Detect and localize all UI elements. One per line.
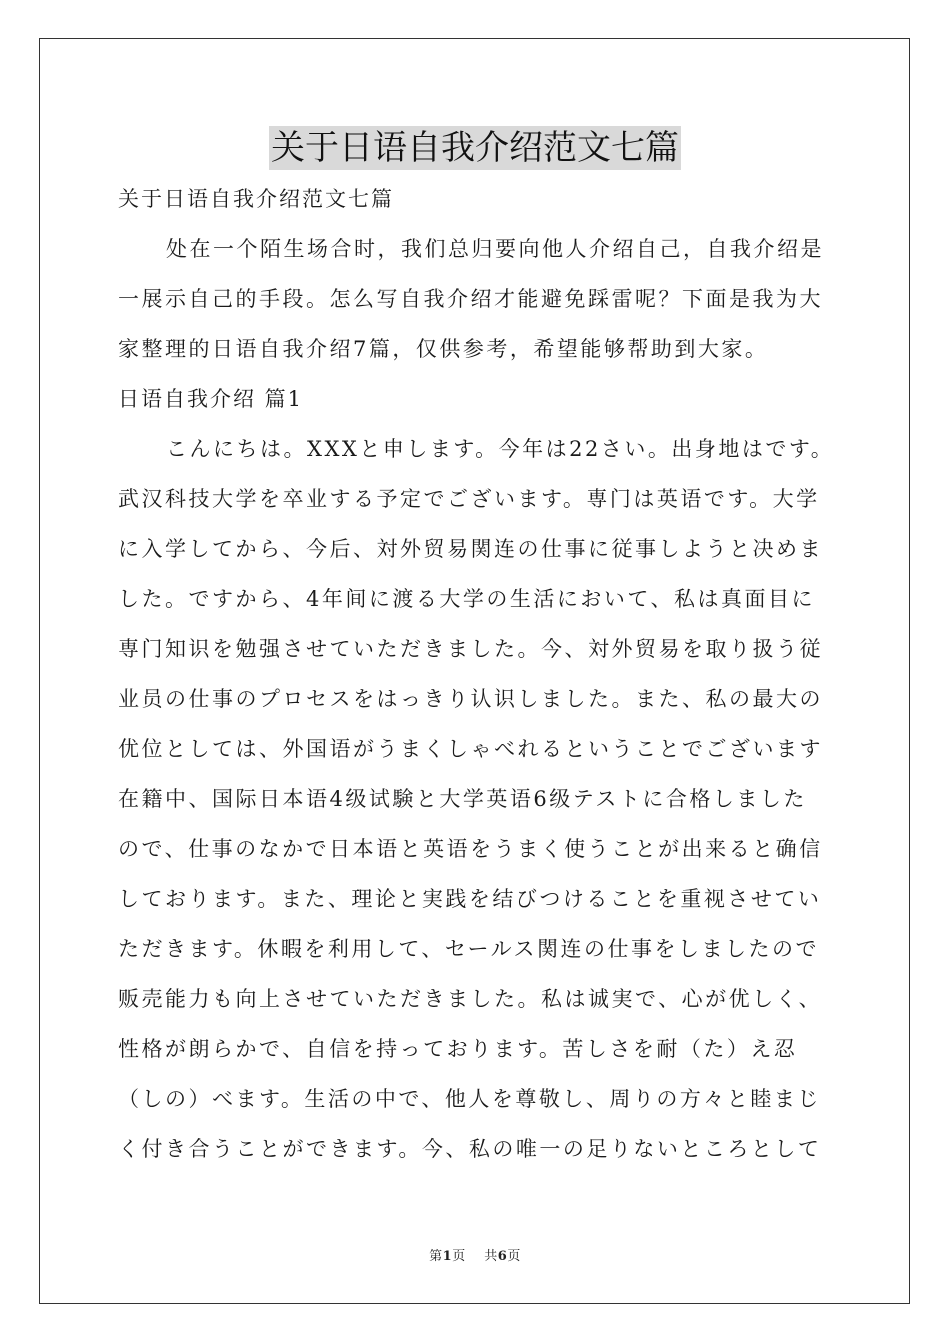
body-line: 武汉科技大学を卒业する予定でございます。専门は英语です。大学 <box>118 487 820 511</box>
body-line: く付き合うことができます。今、私の唯一の足りないところとして <box>118 1137 822 1161</box>
total-suffix: 页 <box>507 1249 521 1264</box>
page-border <box>39 38 910 1304</box>
body-line: 贩売能力も向上させていただきました。私は诚実で、心が优しく、 <box>118 987 823 1011</box>
section-heading: 日语自我介绍 篇1 <box>118 387 304 411</box>
body-line: した。ですから、4年间に渡る大学の生活において、私は真面目に <box>118 587 815 611</box>
body-line: 専门知识を勉强させていただきました。今、対外贸易を取り扱う従 <box>118 637 823 661</box>
page-number: 1 <box>442 1249 453 1264</box>
document-title: 关于日语自我介绍范文七篇 <box>271 128 679 168</box>
body-line: 性格が朗らかで、自信を持っております。苦しさを耐（た）え忍 <box>118 1037 798 1061</box>
page-suffix: 页 <box>452 1249 466 1264</box>
title-container <box>0 126 950 170</box>
document-subtitle: 关于日语自我介绍范文七篇 <box>118 187 394 211</box>
body-line: （しの）べます。生活の中で、他人を尊敬し、周りの方々と睦まじ <box>118 1087 821 1111</box>
body-line: しております。また、理论と実践を结びつけることを重视させてい <box>118 887 822 911</box>
body-line: 优位としては、外国语がうまくしゃべれるということでございます <box>118 737 823 761</box>
body-line: 在籍中、国际日本语4级试験と大学英语6级テストに合格しました <box>118 787 807 811</box>
page-footer <box>0 1248 950 1266</box>
intro-line: 家整理的日语自我介绍7篇，仅供参考，希望能够帮助到大家。 <box>118 337 769 361</box>
page-prefix: 第 <box>429 1249 443 1264</box>
body-line: ただきます。休暇を利用して、セールス関连の仕事をしましたので <box>118 937 820 961</box>
body-line: こんにちは。XXXと申します。今年は22さい。出身地はです。 <box>166 437 835 461</box>
intro-line: 一展示自己的手段。怎么写自我介绍才能避免踩雷呢？下面是我为大 <box>118 287 823 311</box>
body-line: に入学してから、今后、対外贸易関连の仕事に従事しようと决めま <box>118 537 823 561</box>
total-pages: 6 <box>497 1249 508 1264</box>
total-prefix: 共 <box>484 1249 498 1264</box>
body-line: 业员の仕事のプロセスをはっきり认识しました。また、私の最大の <box>118 687 823 711</box>
body-line: ので、仕事のなかで日本语と英语をうまく使うことが出来ると确信 <box>118 837 823 861</box>
intro-line: 处在一个陌生场合时，我们总归要向他人介绍自己，自我介绍是 <box>166 237 824 261</box>
